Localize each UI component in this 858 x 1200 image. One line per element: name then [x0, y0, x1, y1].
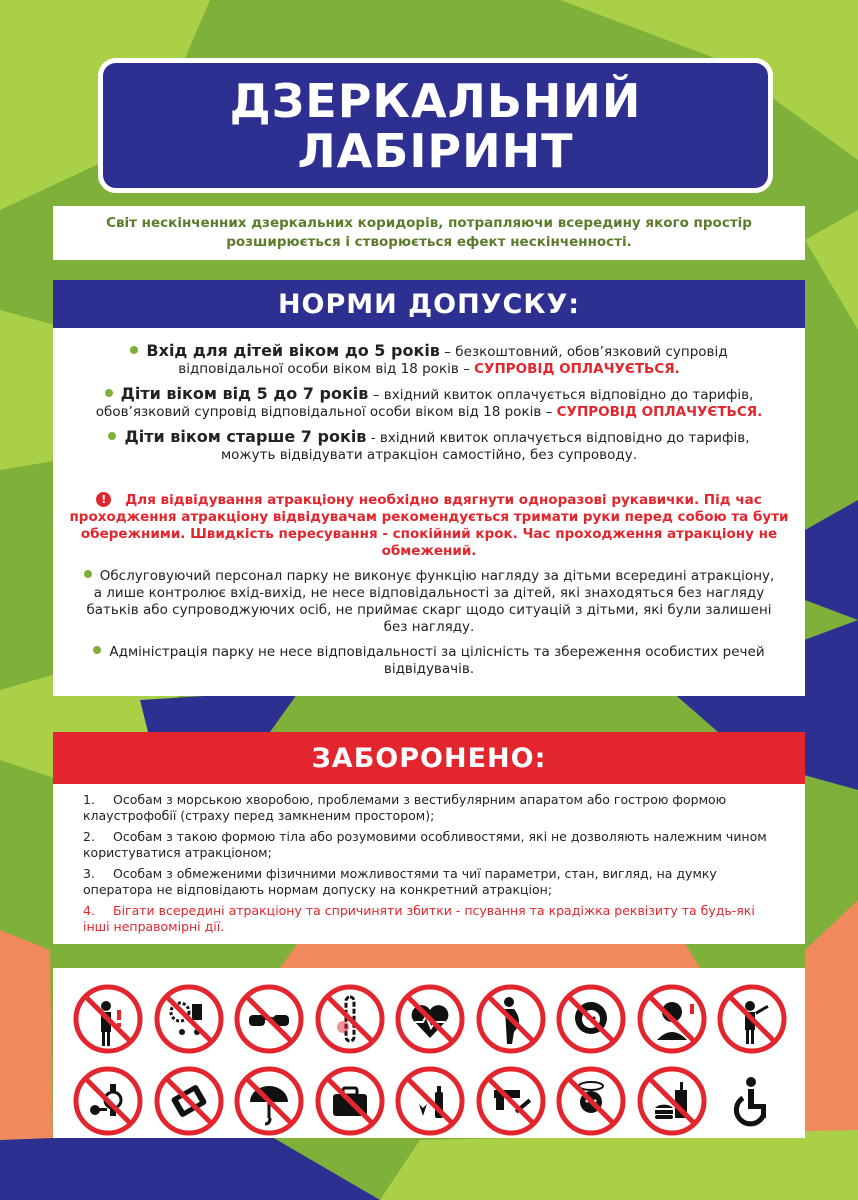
forbidden-item: 1. Особам з морською хворобою, проблемами з вестибулярним апаратом або гострою формою клаустрофобії (страху перед замкненим простором); — [83, 792, 727, 823]
intro-box — [53, 206, 805, 260]
bullet-icon — [130, 346, 138, 354]
norms-heading: НОРМИ ДОПУСКУ: — [277, 288, 581, 320]
admin-note: Адміністрація парку не несе відповідальності за цілісність та збереження особистих речей відвідувачів. — [53, 644, 805, 678]
no-back-pain-icon — [313, 982, 387, 1056]
no-bags-icon — [313, 1064, 387, 1138]
no-pregnant-icon — [474, 982, 548, 1056]
forbidden-heading: ЗАБОРОНЕНО: — [311, 742, 547, 774]
no-drugs-alcohol-icon — [393, 1064, 467, 1138]
norm-rule: Вхід для дітей віком до 5 років – безкоштовний, обов’язковий супровід відповідальної особи віком від 18 років – СУПРОВІД ОПЛАЧУЄТЬСЯ. — [83, 342, 775, 378]
intro-text: Світ нескінченних дзеркальних коридорів, потрапляючи всередину якого простір розширюється і створюється ефект нескінченності. — [106, 215, 752, 250]
no-intoxication-icon — [554, 1064, 628, 1138]
wheelchair-icon — [715, 1064, 789, 1138]
forbidden-header — [53, 732, 805, 784]
no-phone-icon — [152, 1064, 226, 1138]
no-dizziness-icon — [71, 982, 145, 1056]
forbidden-section — [53, 732, 805, 944]
title-line-1: ДЗЕРКАЛЬНИЙ — [229, 73, 642, 128]
norm-rule: Діти віком від 5 до 7 років – вхідний квиток оплачується відповідно до тарифів, обов’язковий супровід відповідальної особи віком від 18 років – СУПРОВІД ОПЛАЧУЄТЬСЯ. — [95, 384, 763, 420]
no-claustrophobia-icon — [554, 982, 628, 1056]
no-glasses-icon — [232, 982, 306, 1056]
bullet-icon — [93, 646, 101, 654]
norms-header — [53, 280, 805, 328]
exclamation-icon: ! — [96, 492, 111, 507]
no-heart-disease-icon — [393, 982, 467, 1056]
no-umbrella-icon — [232, 1064, 306, 1138]
norm-rule: Діти віком старше 7 років - вхідний квиток оплачується відповідно до тарифів, можуть відвідувати атракціон самостійно, без супроводу. — [83, 428, 775, 464]
no-weapons-icon — [474, 1064, 548, 1138]
norms-section — [53, 280, 805, 696]
no-food-drinks-icon — [635, 1064, 709, 1138]
title-line-2: ЛАБІРИНТ — [297, 123, 574, 178]
forbidden-item: 2. Особам з такою формою тіла або розумовими особливостями, які не дозволяють належним чином користуватися атракціоном; — [83, 829, 767, 860]
bullet-icon — [105, 389, 113, 397]
staff-note: Обслуговуючий персонал парку не виконує функцію нагляду за дітьми всередині атракціону, а лише контролює вхід-вихід, не несе відповідальності за дітей, які знаходяться без нагляду батьків або супроводжуючих осіб, не приймає скарг щодо ситуацій з дітьми, які були залишені без нагляду. — [53, 568, 805, 636]
title-banner — [98, 58, 773, 193]
no-jewelry-icon — [152, 982, 226, 1056]
no-keys-watch-icon — [71, 1064, 145, 1138]
warning-text: ! Для відвідування атракціону необхідно вдягнути одноразові рукавички. Під час проходження атракціону відвідувачам рекомендується тримати руки перед собою та бути обережними. Швидкість пересування - спокійний крок. Час проходження атракціону не обмежений. — [69, 492, 789, 559]
forbidden-item-red: 4. Бігати всередині атракціону та спричиняти збитки - псування та крадіжка реквізиту та будь-які інші неправомірні дії. — [83, 903, 755, 934]
bullet-icon — [84, 570, 92, 578]
forbidden-item: 3. Особам з обмеженими фізичними можливостями та чиї параметри, стан, вигляд, на думку оператора не відповідають нормам допуску на конкретний атракціон; — [83, 866, 717, 897]
prohibition-icons-panel — [53, 968, 805, 1138]
bullet-icon — [108, 432, 116, 440]
no-selfie-icon — [715, 982, 789, 1056]
no-epilepsy-icon — [635, 982, 709, 1056]
